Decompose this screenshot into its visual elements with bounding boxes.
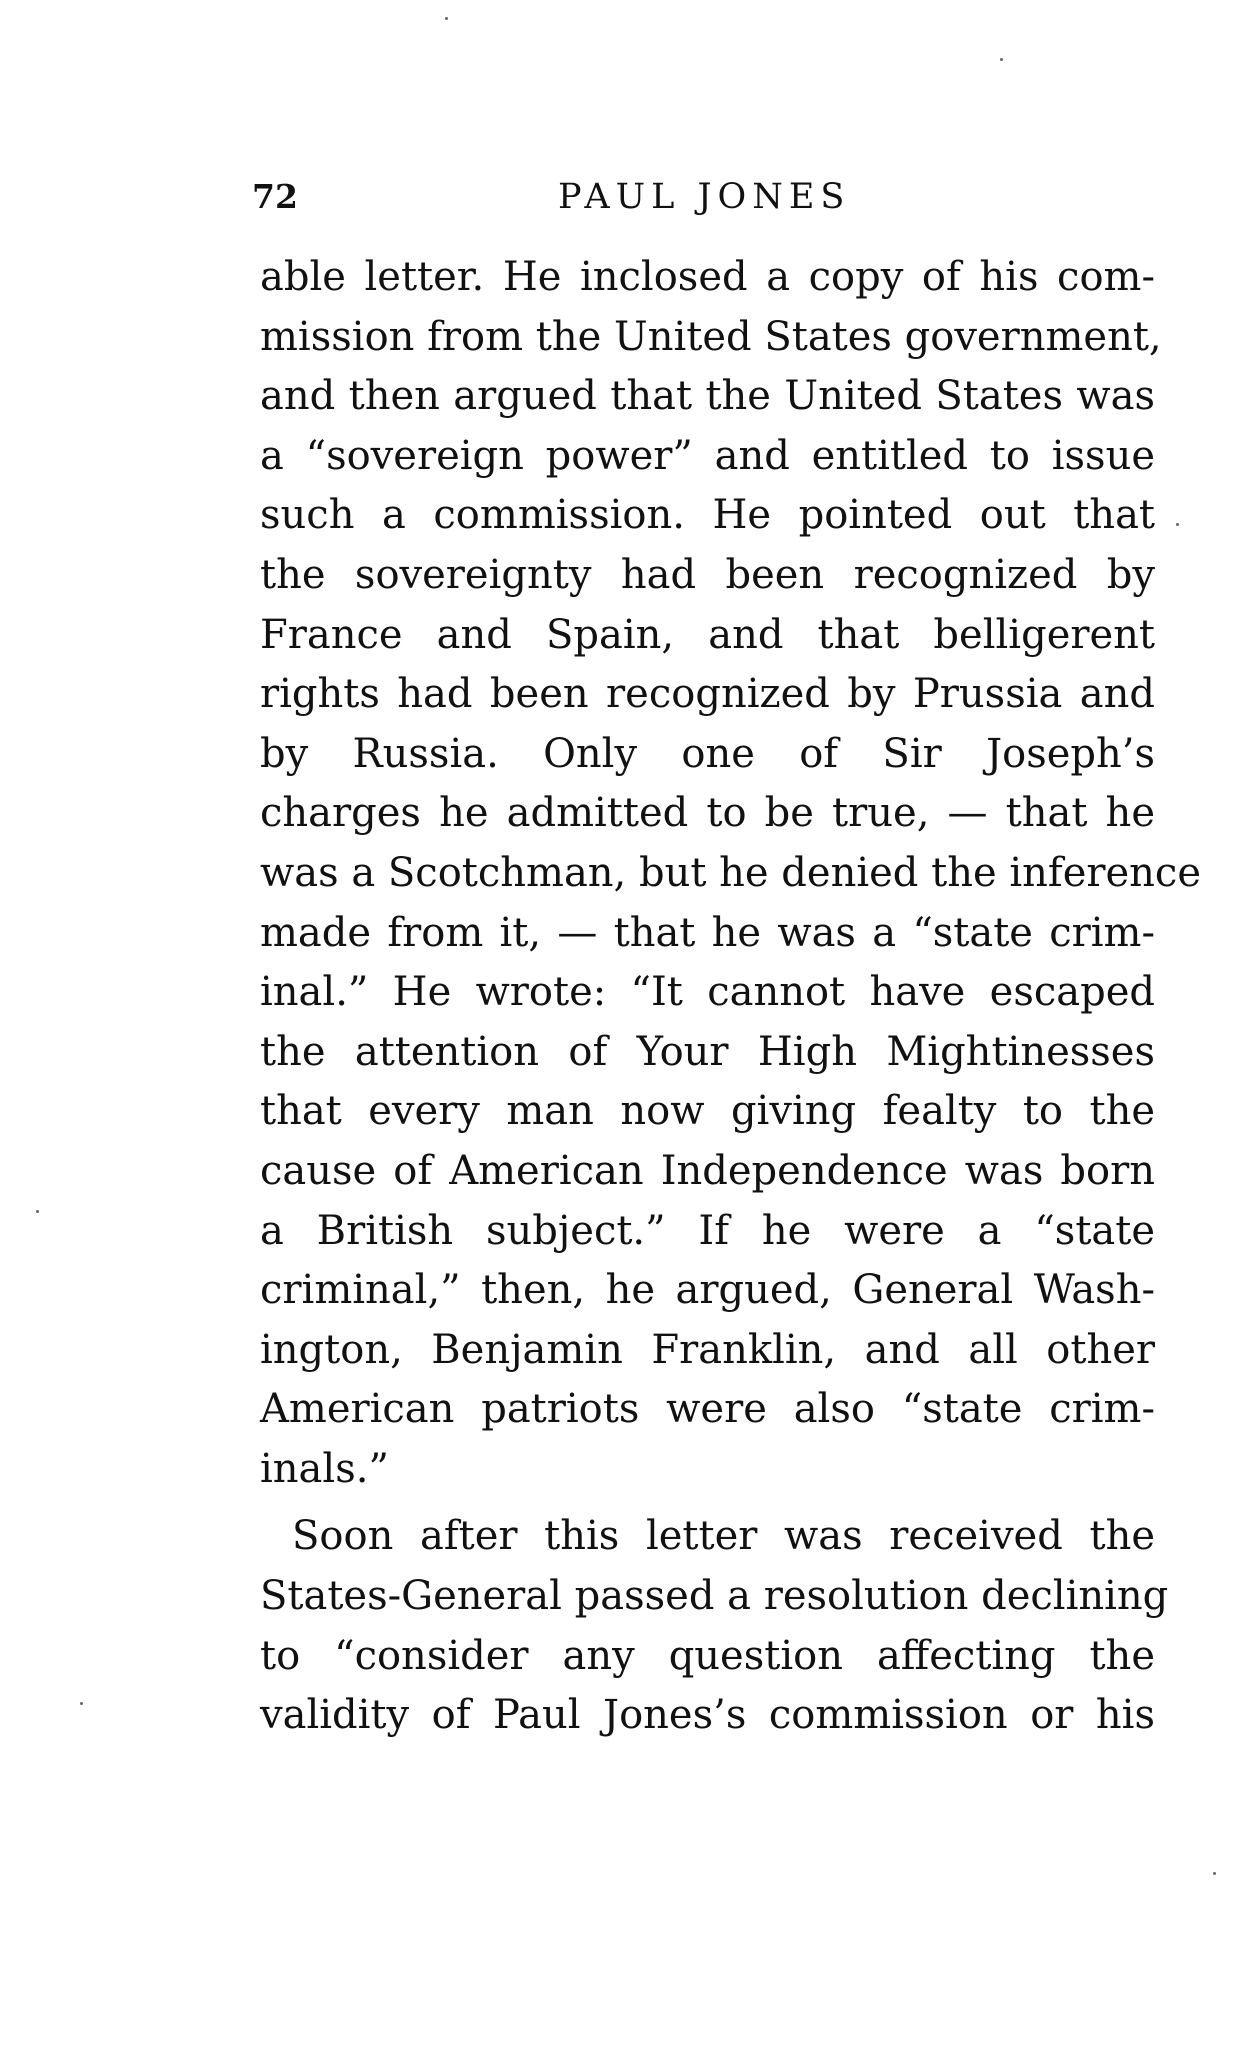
text-line: charges he admitted to be true, — that he [260,790,1155,837]
paper-speck [1000,58,1003,61]
text-line: made from it, — that he was a “state crim- [260,909,1155,956]
paragraph [260,248,1201,1499]
paper-speck [36,1210,39,1213]
text-line: the attention of Your High Mightinesses [260,1028,1155,1075]
text-line: that every man now giving fealty to the [260,1088,1155,1135]
text-line: validity of Paul Jones’s commission or his [260,1692,1155,1739]
text-line: inal.” He wrote: “It cannot have escaped [260,969,1155,1016]
text-line: able letter. He inclosed a copy of his com- [260,254,1155,300]
text-line: to “consider any question affecting the [260,1632,1155,1679]
running-title: PAUL JONES [558,177,851,217]
text-line: rights had been recognized by Prussia and [260,671,1155,718]
text-line: such a commission. He pointed out that [260,492,1155,539]
page-header [252,172,1152,222]
text-line: States-General passed a resolution declining [260,1573,1169,1620]
text-line: ington, Benjamin Franklin, and all other [260,1326,1155,1373]
text-line: was a Scotchman, but he denied the inference [260,849,1201,896]
text-line: France and Spain, and that belligerent [260,611,1155,658]
text-line: a “sovereign power” and entitled to issue [260,432,1155,479]
text-line: Soon after this letter was received the [292,1513,1155,1560]
paper-speck [445,17,448,20]
text-line: cause of American Independence was born [260,1147,1155,1194]
text-line: American patriots were also “state crim- [260,1386,1155,1433]
text-line: by Russia. Only one of Sir Joseph’s [260,730,1155,777]
body-text [260,248,1201,1746]
paper-speck [80,1702,83,1705]
page-number: 72 [252,177,298,216]
text-line: inals.” [260,1445,389,1492]
paragraph [260,1507,1169,1745]
text-line: mission from the United States government, [260,313,1162,360]
text-line: criminal,” then, he argued, General Wash- [260,1267,1155,1314]
paper-speck [1213,1872,1216,1875]
text-line: and then argued that the United States was [260,373,1155,420]
text-line: a British subject.” If he were a “state [260,1207,1155,1254]
text-line: the sovereignty had been recognized by [260,551,1155,598]
paper-speck [1176,523,1179,526]
